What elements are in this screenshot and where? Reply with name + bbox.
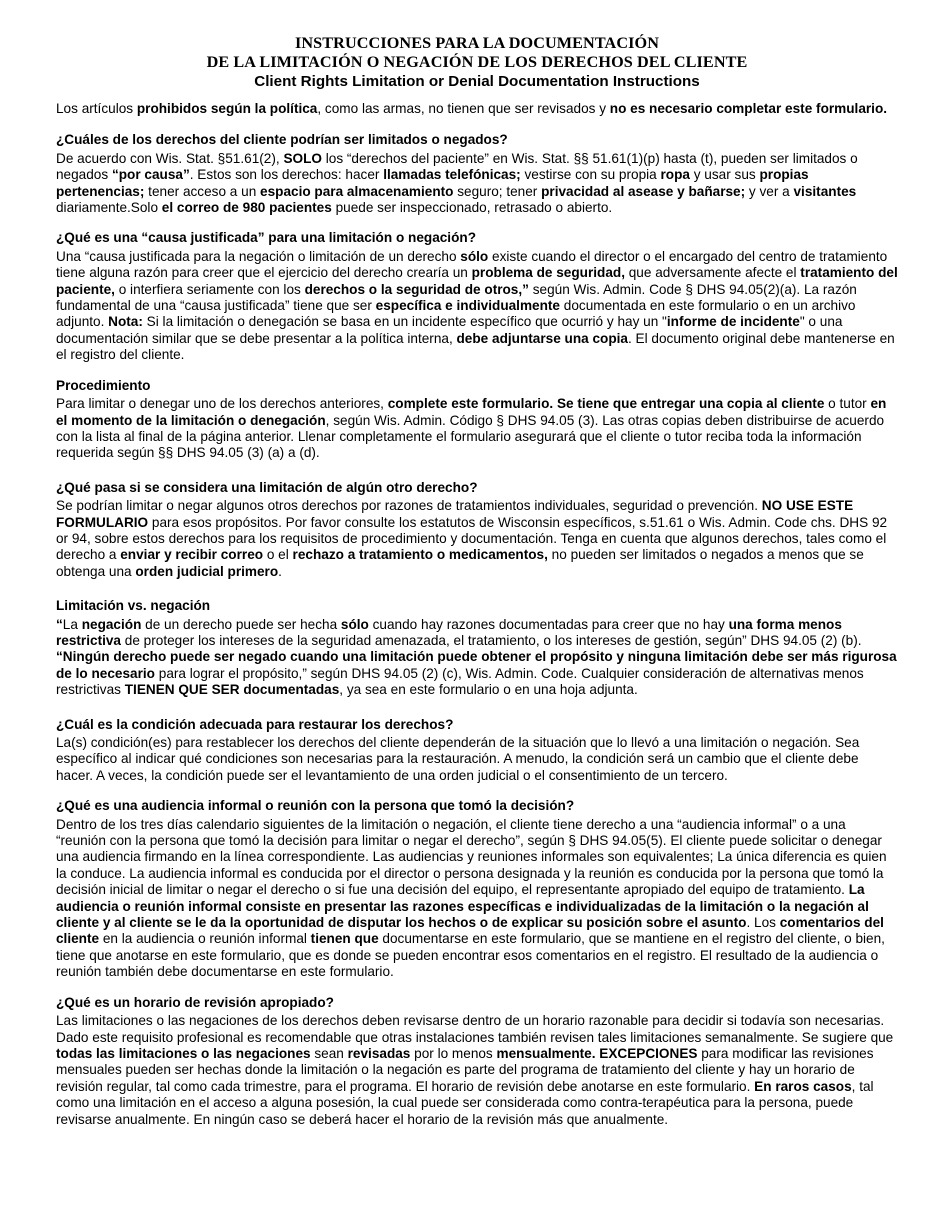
section-body — [56, 617, 898, 699]
section-1 — [56, 132, 898, 216]
bold-text-run: Nota: — [108, 314, 143, 330]
text-run: documentarse en este formulario, que se mantiene en el registro del cliente, o bien, tiene que anotarse en este formulario, que es donde se pueden encontrar esos comentarios en el registro. El resultado de la audiencia o reunión también debe documentarse en este formulario. — [56, 931, 885, 980]
section-body — [56, 735, 898, 784]
bold-text-run: sólo — [340, 616, 369, 632]
bold-text-run: complete este formulario. Se tiene que entregar una copia al cliente — [387, 396, 825, 412]
text-run: los “derechos del paciente” en Wis. Stat. §§ 51.61(1)(p) hasta (t), pueden ser limitados o negados — [56, 150, 858, 183]
section-body — [56, 396, 898, 462]
bold-text-run: NO USE ESTE FORMULARIO — [56, 498, 854, 530]
section-body — [56, 249, 898, 364]
bold-text-run: una forma menos restrictiva — [56, 616, 842, 648]
text-run: " o una documentación similar que se debe presentar a la política interna, — [56, 314, 843, 346]
bold-text-run: prohibidos según la política — [136, 101, 318, 116]
section-2 — [56, 230, 898, 363]
text-run: no pueden ser limitados o negados a menos que se obtenga una — [56, 547, 864, 579]
bold-text-run: negación — [81, 616, 142, 632]
bold-text-run: el correo de 980 pacientes — [161, 200, 332, 216]
bold-text-run: tienen que — [310, 931, 379, 947]
section-heading: Procedimiento — [56, 377, 151, 393]
bold-text-run: SOLO — [283, 150, 322, 166]
bold-text-run: específica e individualmente — [375, 298, 560, 314]
bold-text-run: derechos o la seguridad de otros,” — [304, 281, 529, 297]
section-6 — [56, 717, 898, 785]
text-run: La — [62, 616, 82, 632]
text-run: por lo menos — [410, 1045, 497, 1061]
bold-text-run: visitantes — [793, 183, 857, 199]
bold-text-run: problema de seguridad, — [471, 265, 625, 281]
bold-text-run: todas las limitaciones o las negaciones — [56, 1045, 311, 1061]
section-5 — [56, 598, 898, 698]
bold-text-run: “ — [56, 616, 63, 632]
bold-text-run: espacio para almacenamiento — [260, 183, 454, 199]
text-run: de un derecho puede ser hecha — [141, 616, 341, 632]
intro-paragraph — [56, 101, 898, 117]
bold-text-run: no es necesario completar este formulario. — [609, 101, 888, 116]
bold-text-run: llamadas telefónicas; — [383, 167, 521, 183]
bold-text-run: ropa — [660, 167, 690, 183]
text-run: cuando hay razones documentadas para creer que no hay — [368, 616, 729, 632]
bold-text-run: En raros casos — [754, 1078, 852, 1094]
bold-text-run: debe adjuntarse una copia — [456, 330, 628, 346]
text-run: de proteger los intereses de la seguridad amenazada, el tratamiento, o los intereses de gestión, según” DHS 94.05 (2) (b). — [121, 632, 862, 648]
text-run: . El documento original debe mantenerse en el registro del cliente. — [56, 330, 895, 363]
text-run: que adversamente afecte el — [624, 265, 801, 281]
section-body — [56, 1013, 898, 1128]
section-3 — [56, 378, 898, 462]
text-run: en la audiencia o reunión informal — [99, 931, 311, 947]
text-run: . — [278, 563, 282, 579]
text-run: , como las armas, no tienen que ser revisados y — [317, 101, 610, 116]
text-run: existe cuando el director o el encargado del centro de tratamiento tiene alguna razón para creer que el ejercicio del derecho crearía un — [56, 248, 888, 281]
text-run: vestirse con su propia — [520, 167, 661, 183]
text-run: documentada en este formulario o en un archivo adjunto. — [56, 298, 856, 330]
text-run: tener acceso a un — [144, 183, 261, 199]
document-header — [56, 34, 898, 91]
text-run: diariamente.Solo — [56, 200, 162, 216]
bold-text-run: revisadas — [347, 1045, 411, 1061]
english-subtitle: Client Rights Limitation or Denial Documentation Instructions — [254, 73, 700, 90]
text-run: . Los — [746, 915, 780, 931]
section-7 — [56, 798, 898, 980]
bold-text-run: rechazo a tratamiento o medicamentos, — [292, 547, 548, 563]
text-run: para modificar las revisiones mensuales pueden ser hechas donde la limitación o la negación es parte del programa de tratamiento del cliente y hay un horario de revisión regular, tal como cada trimestre, para el programa. El horario de revisión debe anotarse en este formulario. — [56, 1045, 874, 1094]
section-heading: ¿Qué pasa si se considera una limitación de algún otro derecho? — [56, 479, 478, 495]
text-run: puede ser inspeccionado, retrasado o abierto. — [331, 200, 613, 216]
text-run: Las limitaciones o las negaciones de los derechos deben revisarse dentro de un horario razonable para decidir si todavía son necesarias. Dado este requisito profesional es recomendable que otras instalaciones también revisen tales limitaciones semanalmente. Se sugiere que — [56, 1013, 894, 1045]
section-4 — [56, 480, 898, 580]
text-run: , ya sea en este formulario o en una hoja adjunta. — [339, 682, 638, 698]
section-8 — [56, 995, 898, 1128]
bold-text-run: mensualmente. EXCEPCIONES — [496, 1045, 698, 1061]
section-heading: ¿Qué es una “causa justificada” para una limitación o negación? — [56, 230, 476, 246]
bold-text-run: TIENEN QUE SER documentadas — [124, 682, 340, 698]
text-run: La(s) condición(es) para restablecer los derechos del cliente dependerán de la situación que lo llevó a una limitación o negación. Sea específico al indicar qué condiciones son necesarias para la restauración. A menudo, la condición será un cambio que el cliente debe hacer. A veces, la condición puede ser el levantamiento de una orden judicial o el consentimiento de un tercero. — [56, 735, 860, 783]
bold-text-run: orden judicial primero — [135, 563, 279, 579]
text-run: seguro; tener — [453, 183, 542, 199]
section-body — [56, 151, 898, 217]
text-run: o interfiera seriamente con los — [114, 281, 305, 297]
text-run: , tal como una limitación en el acceso a alguna posesión, la cual puede ser considerada como contra-terapéutica para la persona, puede revisarse anualmente. En ningún caso se deberá hacer el horario de la revisión más que anualmente. — [56, 1078, 874, 1127]
text-run: sean — [310, 1045, 348, 1061]
text-run: y usar sus — [689, 167, 760, 183]
bold-text-run: enviar y recibir correo — [120, 547, 264, 563]
bold-text-run: “Ningún derecho puede ser negado cuando una limitación puede obtener el propósito y ninguna limitación debe ser más rigurosa de lo necesario — [56, 649, 897, 681]
section-heading: ¿Qué es una audiencia informal o reunión con la persona que tomó la decisión? — [56, 798, 575, 814]
bold-text-run: propias pertenencias; — [56, 167, 809, 199]
text-run: Una “causa justificada para la negación o limitación de un derecho — [56, 248, 461, 264]
text-run: para esos propósitos. Por favor consulte los estatutos de Wisconsin específicos, s.51.61 o Wis. Admin. Code chs. DHS 92 or 94, sobre estos derechos para los requisitos de procedimiento y documentación. Tenga en cuenta que algunos derechos, tales como el derecho a — [56, 514, 888, 563]
bold-text-run: tratamiento del paciente, — [56, 265, 898, 297]
bold-text-run: privacidad al asease y bañarse; — [541, 183, 746, 199]
sections-container — [56, 132, 898, 1128]
section-heading: ¿Cuáles de los derechos del cliente podrían ser limitados o negados? — [56, 132, 508, 148]
title-line-1: INSTRUCCIONES PARA LA DOCUMENTACIÓN — [294, 34, 659, 52]
text-run: Se podrían limitar o negar algunos otros derechos por razones de tratamientos individuales, seguridad o prevención. — [56, 498, 762, 514]
text-run: o tutor — [824, 396, 871, 412]
text-run: Los artículos — [56, 101, 137, 116]
bold-text-run: La audiencia o reunión informal consiste en presentar las razones específicas e individualizadas de la limitación o la negación al cliente y al cliente se le da la oportunidad de disputar los hechos o de explicar su posición sobre el asunto — [56, 882, 869, 931]
text-run: o el — [263, 547, 293, 563]
section-body — [56, 498, 898, 580]
text-run: Dentro de los tres días calendario siguientes de la limitación o negación, el cliente tiene derecho a una “audiencia informal” o a una “reunión con la persona que tomó la decisión para limitar o negar el derecho”, según § DHS 94.05(5). El cliente puede solicitar o denegar una audiencia firmando en la línea correspondiente. Las audiencias y reuniones informales son equivalentes; La única diferencia es quien la conduce. La audiencia informal es conducida por el director o persona designada y la reunión es conducida por la persona que tomó la decisión inicial de limitar o negar el derecho o si fue una decisión del equipo, el representante apropiado del equipo de tratamiento. — [56, 816, 887, 898]
text-run: Para limitar o denegar uno de los derechos anteriores, — [56, 396, 388, 412]
section-heading: Limitación vs. negación — [56, 598, 211, 614]
text-run: y ver a — [745, 183, 794, 199]
bold-text-run: sólo — [460, 248, 489, 264]
text-run: Si la limitación o denegación se basa en un incidente específico que ocurrió y hay un " — [142, 314, 667, 330]
text-run: según Wis. Admin. Code § DHS 94.05(2)(a). La razón fundamental de una “causa justificada” tiene que ser — [56, 281, 857, 314]
text-run: . Estos son los derechos: hacer — [189, 167, 384, 183]
section-heading: ¿Cuál es la condición adecuada para restaurar los derechos? — [56, 716, 454, 732]
bold-text-run: comentarios del cliente — [56, 915, 884, 947]
title-line-2: DE LA LIMITACIÓN O NEGACIÓN DE LOS DERECHOS DEL CLIENTE — [206, 53, 748, 71]
text-run: , según Wis. Admin. Código § DHS 94.05 (3). Las otras copias deben distribuirse de acuerdo con la lista al final de la página anterior. Llenar completamente el formulario asegurará que el cliente o tutor reciba toda la información requerida según §§ DHS 94.05 (3) (a) a (d). — [56, 412, 885, 461]
bold-text-run: “por causa” — [111, 167, 190, 183]
section-body — [56, 817, 898, 981]
text-run: De acuerdo con Wis. Stat. §51.61(2), — [56, 150, 284, 166]
section-heading: ¿Qué es un horario de revisión apropiado? — [56, 994, 334, 1010]
bold-text-run: informe de incidente — [666, 314, 800, 330]
text-run: para lograr el propósito,” según DHS 94.05 (2) (c), Wis. Admin. Code. Cualquier consideración de alternativas menos restrictivas — [56, 665, 864, 698]
bold-text-run: en el momento de la limitación o denegación — [56, 396, 887, 428]
